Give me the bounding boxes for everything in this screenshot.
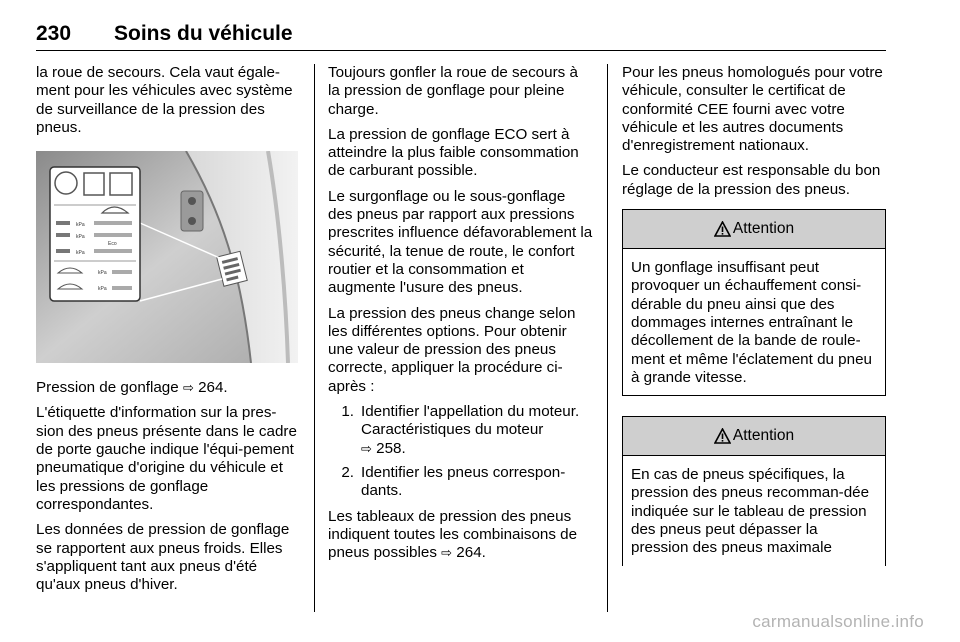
ref-arrow-icon: ⇨ <box>361 440 372 456</box>
warning-title: Attention <box>732 219 795 237</box>
column-right <box>622 64 886 566</box>
homologation-paragraph: Pour les pneus homologués pour votre véhicule, consulter le certificat de conformité CEE fourni avec votre véhicule et les autres documents d'enregistrement nationaux. <box>622 64 883 155</box>
tables-ref-page[interactable]: 264. <box>456 544 486 562</box>
kpa-label: kPa <box>98 286 107 293</box>
column-divider <box>314 64 315 612</box>
warning-header <box>623 210 885 249</box>
ref-arrow-icon: ⇨ <box>441 545 453 561</box>
intro-paragraph: la roue de secours. Cela vaut égale-ment pour les véhicules avec système de surveillance de la pression des pneus. <box>36 64 293 136</box>
page-number: 230 <box>36 22 72 45</box>
warning-body: Un gonflage insuffisant peut provoquer un échauffement consi-dérable du pneu ainsi que des dommages internes entraînant le décollement de la bande de roule-ment et même l'éclatement du pneu à grande vitesse. <box>631 259 872 386</box>
pressure-ref-page[interactable]: 264. <box>198 379 228 397</box>
label-paragraph: L'étiquette d'information sur la pres-sion des pneus présente dans le cadre de porte gauche indique l'équi-pement pneumatique d'origine du véhicule et les pressions de gonflage correspondantes. <box>36 404 297 513</box>
step-number: 2. <box>341 463 354 481</box>
kpa-label: kPa <box>76 234 85 241</box>
step-text: Identifier l'appellation du moteur. Caractéristiques du moteur <box>361 403 580 439</box>
overinflation-paragraph: Le surgonflage ou le sous-gonflage des pneus par rapport aux pressions prescrites influence défavorablement la sécurité, la tenue de route, le confort routier et la consommation et augmente l'usure des pneus. <box>328 187 593 297</box>
warning-header <box>623 417 885 456</box>
step-ref-page[interactable]: 258. <box>376 439 406 457</box>
spare-wheel-paragraph: Toujours gonfler la roue de secours à la pression de gonflage pour pleine charge. <box>328 64 578 118</box>
tire-pressure-label-figure <box>36 151 298 363</box>
warning-box <box>622 416 886 565</box>
step-text: Identifier les pneus correspon-dants. <box>361 463 566 500</box>
column-middle <box>328 64 593 569</box>
section-title: Soins du véhicule <box>114 22 293 45</box>
tables-text: Les tableaux de pression des pneus indiquent toutes les combinaisons de pneus possibles <box>328 507 578 562</box>
kpa-label: kPa <box>76 250 85 257</box>
procedure-steps <box>328 403 593 500</box>
warning-triangle-icon <box>714 428 731 444</box>
warning-body: En cas de pneus spécifiques, la pression des pneus recomman-dée indiquée sur le tableau de pression des pneus peut dépasser la pression des pneus maximale <box>631 466 870 557</box>
pressure-ref-text: Pression de gonflage <box>36 379 179 397</box>
warning-title: Attention <box>732 427 795 444</box>
procedure-paragraph: La pression des pneus change selon les différentes options. Pour obtenir une valeur de pression des pneus correcte, appliquer la procédure ci-après : <box>328 304 576 395</box>
step-number: 1. <box>341 403 354 421</box>
kpa-label: kPa <box>98 270 107 277</box>
column-left <box>36 64 300 601</box>
list-item <box>328 464 593 501</box>
cold-tyres-paragraph: Les données de pression de gonflage se rapportent aux pneus froids. Elles s'appliquent tant aux pneus d'été qu'aux pneus d'hiver. <box>36 521 290 594</box>
pressure-reference <box>36 379 300 397</box>
watermark[interactable]: carmanualsonline.info <box>752 612 924 631</box>
driver-responsibility-paragraph: Le conducteur est responsable du bon réglage de la pression des pneus. <box>622 162 881 198</box>
column-divider <box>607 64 608 612</box>
eco-paragraph: La pression de gonflage ECO sert à atteindre la plus faible consommation de carburant possible. <box>328 125 579 180</box>
ref-arrow-icon: ⇨ <box>182 380 194 396</box>
eco-label: Eco <box>108 241 117 248</box>
kpa-label: kPa <box>76 222 85 229</box>
list-item <box>328 403 593 458</box>
warning-triangle-icon <box>714 221 731 237</box>
page-header <box>36 20 886 51</box>
tables-paragraph <box>328 508 593 563</box>
warning-box <box>622 209 886 396</box>
